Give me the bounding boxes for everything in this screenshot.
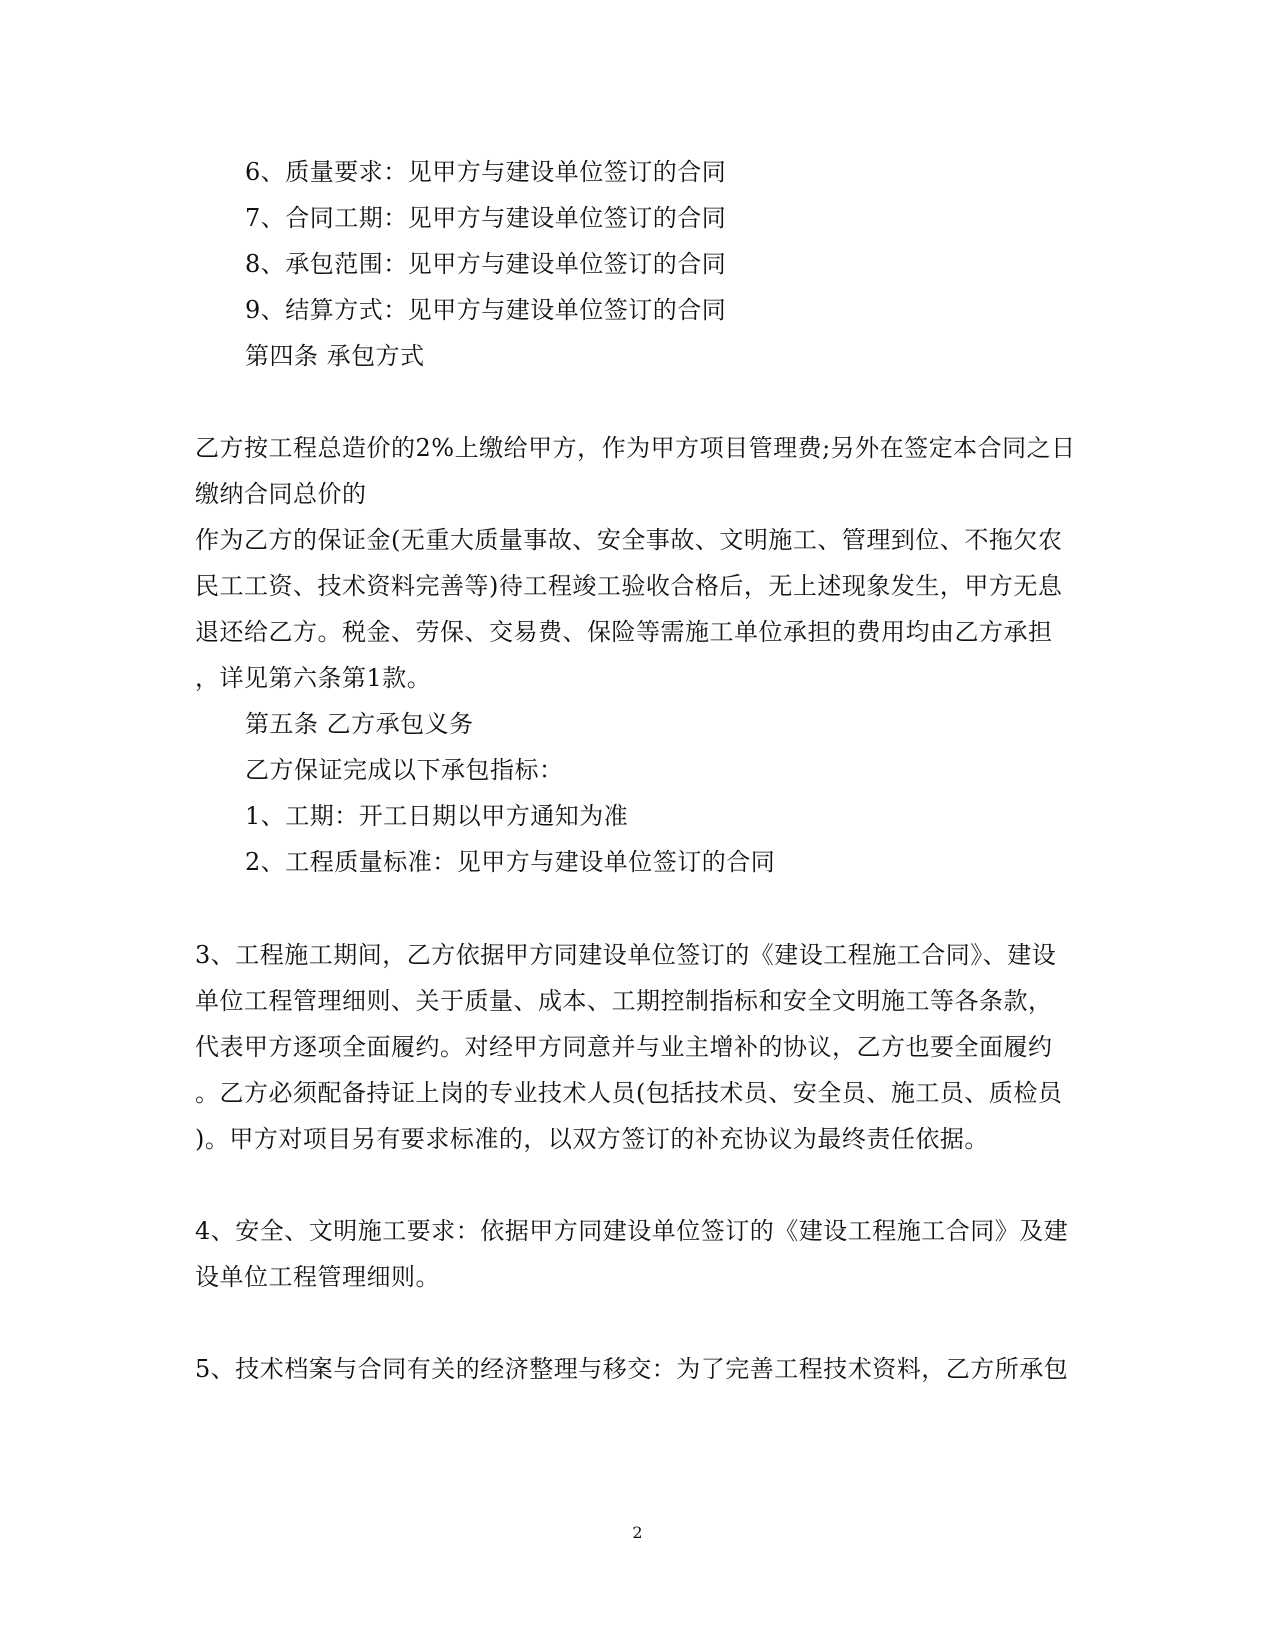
paragraph-line: 作为乙方的保证金(无重大质量事故、安全事故、文明施工、管理到位、不拖欠农	[195, 526, 1063, 554]
paragraph-line: 民工工资、技术资料完善等)待工程竣工验收合格后，无上述现象发生，甲方无息	[195, 572, 1063, 600]
text-line-quality-standard: 2、工程质量标准：见甲方与建设单位签订的合同	[245, 848, 776, 876]
paragraph-line: 代表甲方逐项全面履约。对经甲方同意并与业主增补的协议，乙方也要全面履约	[195, 1033, 1053, 1061]
paragraph-line: 5、技术档案与合同有关的经济整理与移交：为了完善工程技术资料，乙方所承包	[195, 1355, 1069, 1383]
text-line-obligations-intro: 乙方保证完成以下承包指标：	[245, 756, 564, 784]
paragraph-line: )。甲方对项目另有要求标准的，以双方签订的补充协议为最终责任依据。	[195, 1125, 989, 1153]
page-number: 2	[632, 1523, 643, 1542]
text-line-contract-period: 7、合同工期：见甲方与建设单位签订的合同	[245, 204, 727, 232]
text-line-settlement-method: 9、结算方式：见甲方与建设单位签订的合同	[245, 296, 727, 324]
section-heading-article-5: 第五条 乙方承包义务	[245, 710, 474, 738]
paragraph-line: ，详见第六条第1款。	[195, 664, 432, 692]
paragraph-line: 单位工程管理细则、关于质量、成本、工期控制指标和安全文明施工等各条款，	[195, 987, 1053, 1015]
text-line-schedule: 1、工期：开工日期以甲方通知为准	[245, 802, 629, 830]
paragraph-line: 3、工程施工期间，乙方依据甲方同建设单位签订的《建设工程施工合同》、建设	[195, 941, 1057, 969]
text-line-contract-scope: 8、承包范围：见甲方与建设单位签订的合同	[245, 250, 727, 278]
paragraph-line: 缴纳合同总价的	[195, 480, 367, 508]
paragraph-line: 。乙方必须配备持证上岗的专业技术人员(包括技术员、安全员、施工员、质检员	[195, 1079, 1063, 1107]
section-heading-article-4: 第四条 承包方式	[245, 342, 425, 370]
paragraph-line: 乙方按工程总造价的2%上缴给甲方，作为甲方项目管理费;另外在签定本合同之日	[195, 434, 1076, 462]
paragraph-line: 设单位工程管理细则。	[195, 1263, 440, 1291]
paragraph-line: 4、安全、文明施工要求：依据甲方同建设单位签订的《建设工程施工合同》及建	[195, 1217, 1069, 1245]
paragraph-line: 退还给乙方。税金、劳保、交易费、保险等需施工单位承担的费用均由乙方承担	[195, 618, 1053, 646]
text-line-quality-requirement: 6、质量要求：见甲方与建设单位签订的合同	[245, 158, 727, 186]
